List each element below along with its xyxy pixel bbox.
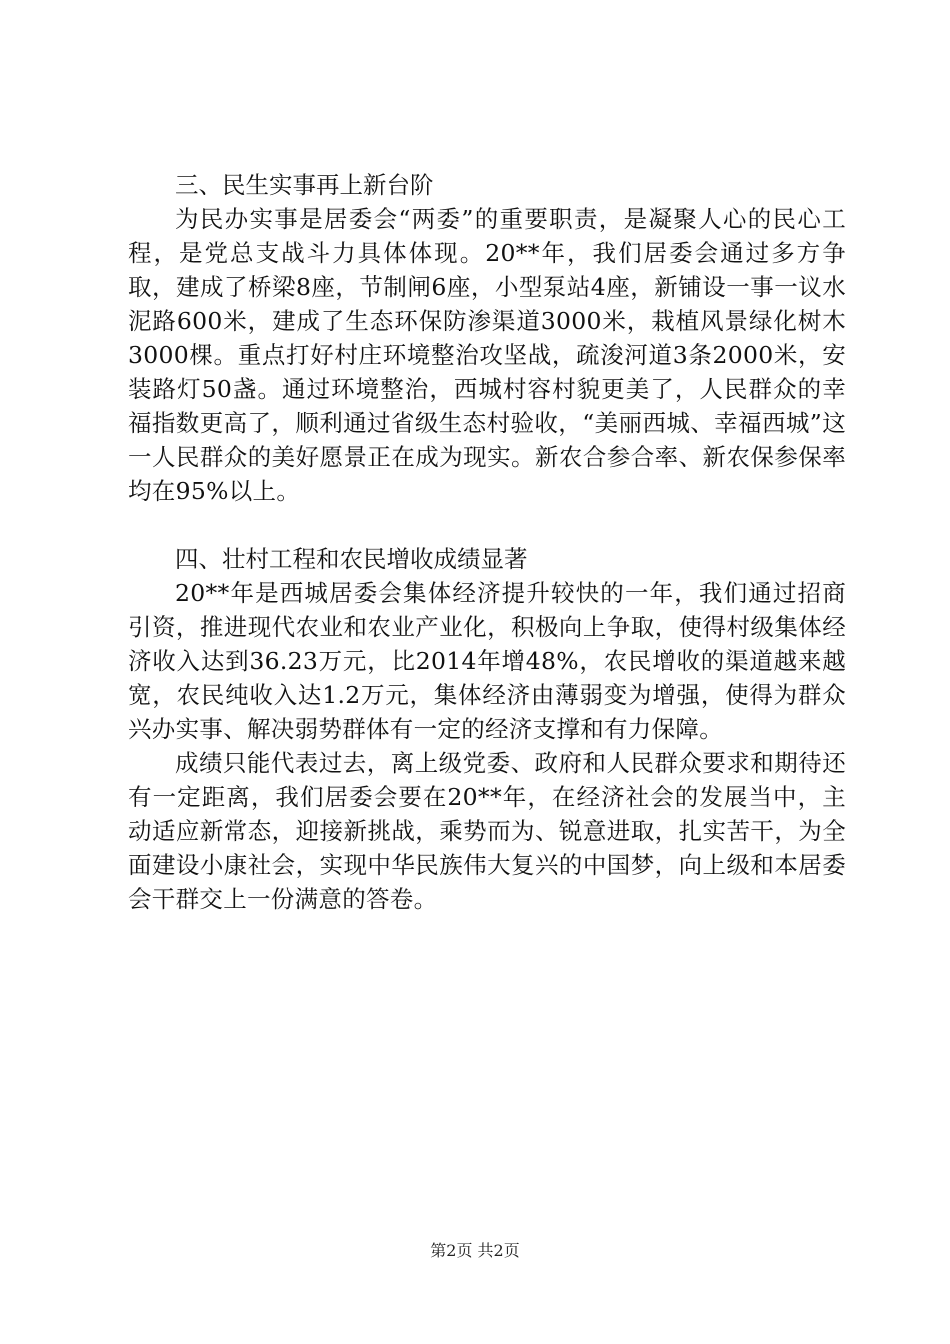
paragraph-conclusion: 成绩只能代表过去，离上级党委、政府和人民群众要求和期待还有一定距离，我们居委会要在20**年，在经济社会的发展当中，主动适应新常态，迎接新挑战，乘势而为、锐意进取，扎实苦干，为全面建设小康社会，实现中华民族伟大复兴的中国梦，向上级和本居委会干群交上一份满意的答卷。 bbox=[128, 749, 846, 913]
section-heading-livelihood: 三、民生实事再上新台阶 bbox=[175, 171, 434, 199]
page-footer: 第2页 共2页 bbox=[430, 1241, 520, 1260]
document-body bbox=[128, 168, 846, 916]
section-spacer bbox=[128, 508, 846, 542]
section-heading-village-income: 四、壮村工程和农民增收成绩显著 bbox=[175, 545, 528, 573]
paragraph-village-income: 20**年是西城居委会集体经济提升较快的一年，我们通过招商引资，推进现代农业和农业产业化，积极向上争取，使得村级集体经济收入达到36.23万元，比2014年增48%，农民增收的渠道越来越宽，农民纯收入达1.2万元，集体经济由薄弱变为增强，使得为群众兴办实事、解决弱势群体有一定的经济支撑和有力保障。 bbox=[128, 579, 846, 743]
paragraph-livelihood: 为民办实事是居委会“两委”的重要职责，是凝聚人心的民心工程，是党总支战斗力具体体现。20**年，我们居委会通过多方争取，建成了桥梁8座，节制闸6座，小型泵站4座，新铺设一事一议水泥路600米，建成了生态环保防渗渠道3000米，栽植风景绿化树木3000棵。重点打好村庄环境整治攻坚战，疏浚河道3条2000米，安装路灯50盏。通过环境整治，西城村容村貌更美了，人民群众的幸福指数更高了，顺利通过省级生态村验收，“美丽西城、幸福西城”这一人民群众的美好愿景正在成为现实。新农合参合率、新农保参保率均在95%以上。 bbox=[128, 205, 846, 505]
